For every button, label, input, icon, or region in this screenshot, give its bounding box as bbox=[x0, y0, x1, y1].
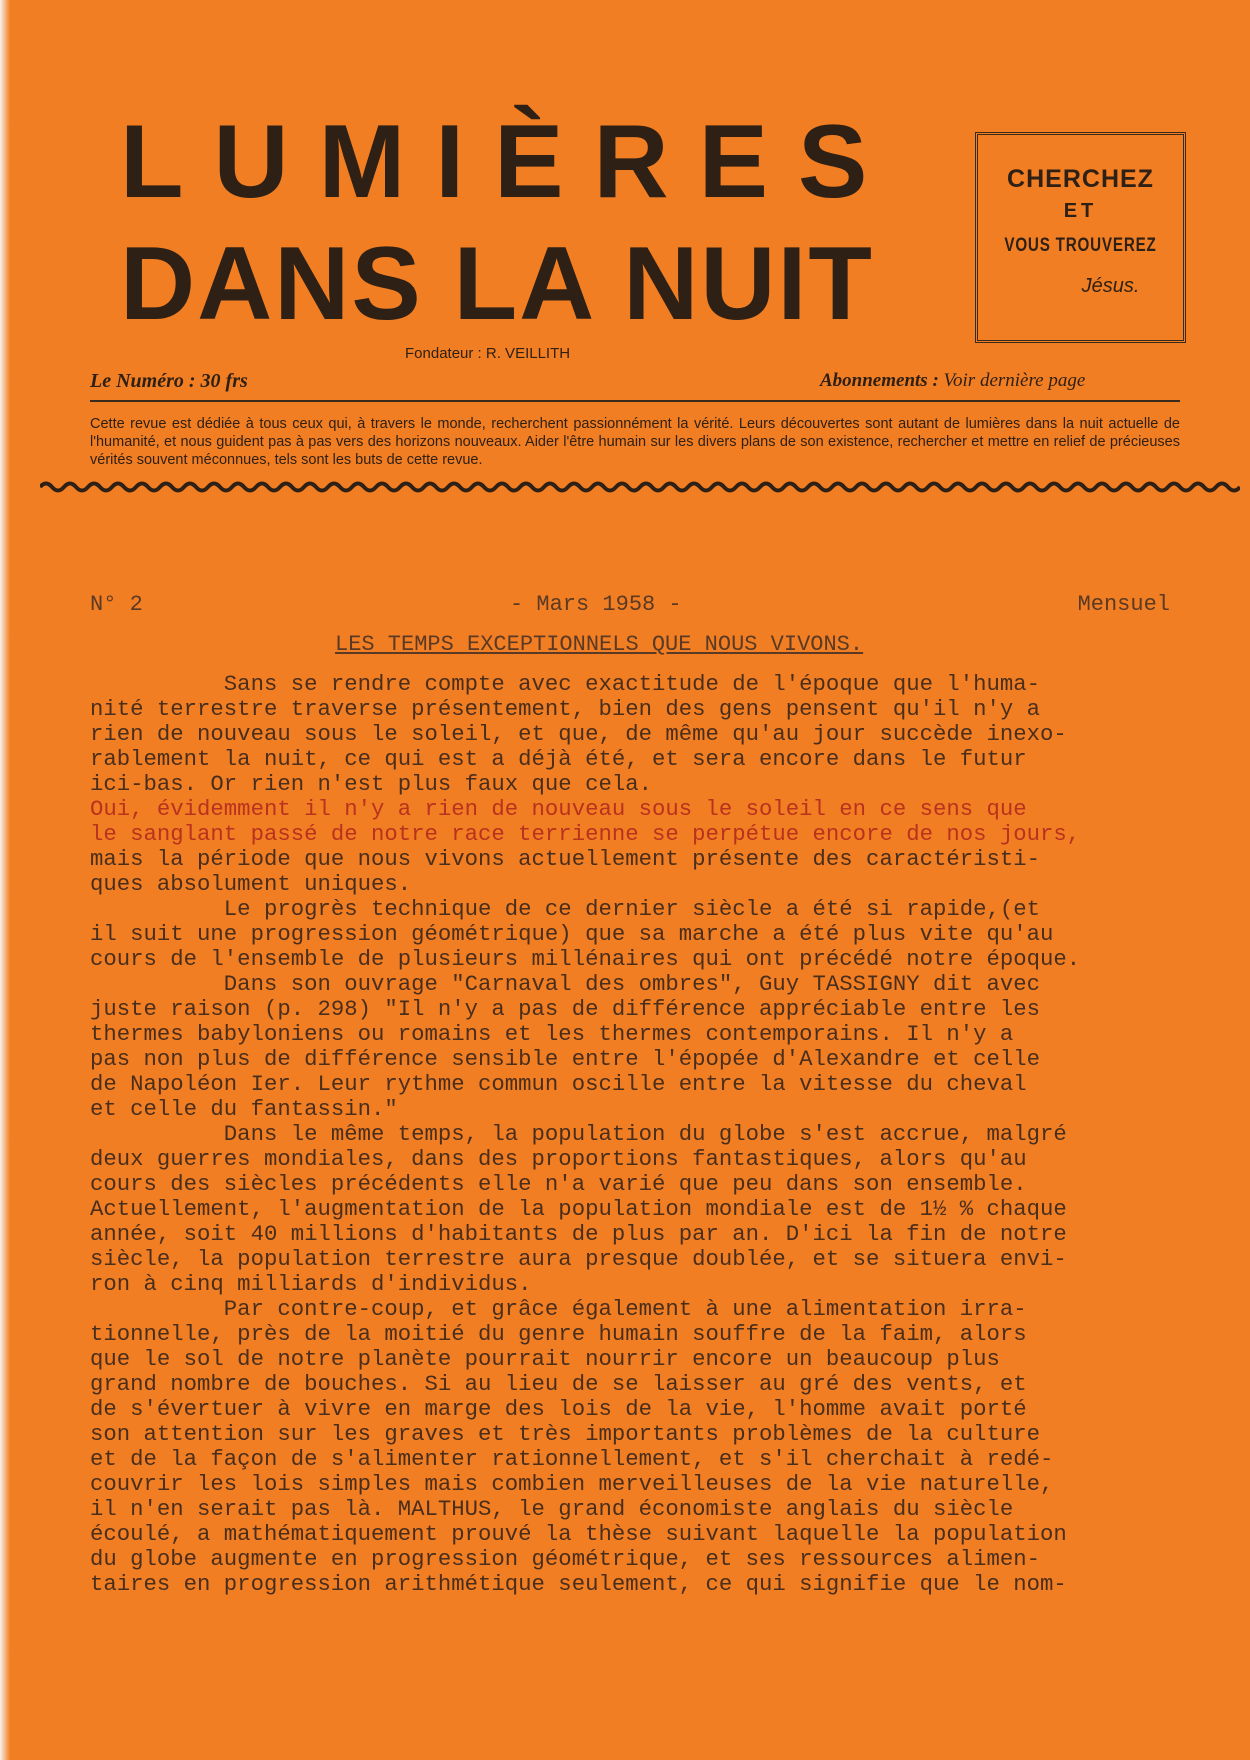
article-line: rablement la nuit, ce qui est a déjà été, et sera encore dans le futur bbox=[90, 747, 1027, 772]
article-line: taires en progression arithmétique seulement, ce qui signifie que le nom- bbox=[90, 1572, 1067, 1597]
motto-box bbox=[975, 132, 1186, 343]
article-line: mais la période que nous vivons actuellement présente des caractéristi- bbox=[90, 847, 1041, 872]
motto-line: CHERCHEZ bbox=[1007, 165, 1154, 193]
article-line: deux guerres mondiales, dans des proportions fantastiques, alors qu'au bbox=[90, 1147, 1027, 1172]
article-line: Par contre-coup, et grâce également à une alimentation irra- bbox=[90, 1297, 1027, 1322]
article-line: cours de l'ensemble de plusieurs millénaires qui ont précédé notre époque. bbox=[90, 947, 1081, 972]
article-line: et de la façon de s'alimenter rationnellement, et s'il cherchait à redé- bbox=[90, 1447, 1054, 1472]
article-line: ici-bas. Or rien n'est plus faux que cela. bbox=[90, 772, 652, 797]
issue-info bbox=[90, 592, 1170, 622]
article-line: nité terrestre traverse présentement, bien des gens pensent qu'il n'y a bbox=[90, 697, 1041, 722]
wavy-divider bbox=[40, 478, 1240, 496]
article-line: Dans le même temps, la population du globe s'est accrue, malgré bbox=[90, 1122, 1067, 1147]
article-line: de s'évertuer à vivre en marge des lois de la vie, l'homme avait porté bbox=[90, 1397, 1027, 1422]
article-line: Le progrès technique de ce dernier siècle a été si rapide,(et bbox=[90, 897, 1041, 922]
motto-line: VOUS TROUVEREZ bbox=[1004, 235, 1157, 256]
article-line: thermes babyloniens ou romains et les thermes contemporains. Il n'y a bbox=[90, 1022, 1014, 1047]
article-line: couvrir les lois simples mais combien merveilleuses de la vie naturelle, bbox=[90, 1472, 1054, 1497]
article-line: Dans son ouvrage "Carnaval des ombres", Guy TASSIGNY dit avec bbox=[90, 972, 1041, 997]
issue-frequency: Mensuel bbox=[1077, 592, 1170, 617]
subscriptions-text: Voir dernière page bbox=[943, 370, 1086, 391]
article-line: ques absolument uniques. bbox=[90, 872, 412, 897]
masthead-title-line2: DANS LA NUIT bbox=[120, 226, 874, 342]
motto-attribution: Jésus. bbox=[1081, 275, 1140, 297]
subscriptions-label: Abonnements : bbox=[820, 370, 939, 391]
article-title: LES TEMPS EXCEPTIONNELS QUE NOUS VIVONS. bbox=[335, 632, 864, 657]
founder-label: Fondateur : bbox=[405, 345, 482, 362]
masthead-title-line1: LUMIÈRES bbox=[120, 104, 898, 220]
article-line: son attention sur les graves et très importants problèmes de la culture bbox=[90, 1422, 1041, 1447]
article-line: Sans se rendre compte avec exactitude de l'époque que l'huma- bbox=[90, 672, 1041, 697]
subscriptions-note bbox=[820, 370, 1085, 392]
article-line: siècle, la population terrestre aura presque doublée, et se situera envi- bbox=[90, 1247, 1067, 1272]
issue-price bbox=[90, 370, 248, 393]
article-line: tionnelle, près de la moitié du genre humain souffre de la faim, alors bbox=[90, 1322, 1027, 1347]
article-line: il suit une progression géométrique) que sa marche a été plus vite qu'au bbox=[90, 922, 1054, 947]
issue-date: - Mars 1958 - bbox=[510, 592, 682, 617]
article-line: écoulé, a mathématiquement prouvé la thèse suivant laquelle la population bbox=[90, 1522, 1067, 1547]
article-line: du globe augmente en progression géométrique, et ses ressources alimen- bbox=[90, 1547, 1041, 1572]
article-line: pas non plus de différence sensible entre l'épopée d'Alexandre et celle bbox=[90, 1047, 1041, 1072]
founder-line bbox=[405, 345, 570, 362]
article-line: Oui, évidemment il n'y a rien de nouveau sous le soleil en ce sens que bbox=[90, 797, 1027, 822]
article-line: le sanglant passé de notre race terrienne se perpétue encore de nos jours, bbox=[90, 822, 1081, 847]
price-label: Le Numéro : bbox=[90, 370, 196, 392]
article-line: il n'en serait pas là. MALTHUS, le grand économiste anglais du siècle bbox=[90, 1497, 1014, 1522]
article-body bbox=[90, 672, 1220, 1597]
dedication-text: Cette revue est dédiée à tous ceux qui, à travers le monde, recherchent passionnément la vérité. Leurs découvertes sont autant de lumières dans la nuit actuelle de l'humanité, et nous guident pas à pas vers des horizons nouveaux. Aider l'être humain sur les divers plans de son existence, rechercher et mettre en relief de précieuses vérités souvent méconnues, tels sont les buts de cette revue. bbox=[90, 416, 1180, 468]
motto-line: ET bbox=[1063, 200, 1098, 222]
article-line: Actuellement, l'augmentation de la population mondiale est de 1½ % chaque bbox=[90, 1197, 1067, 1222]
founder-name: R. VEILLITH bbox=[485, 345, 571, 362]
issue-number: N° 2 bbox=[90, 592, 143, 617]
header-divider bbox=[90, 400, 1180, 402]
article-line: juste raison (p. 298) "Il n'y a pas de différence appréciable entre les bbox=[90, 997, 1041, 1022]
masthead bbox=[120, 104, 920, 342]
paper-edge bbox=[0, 0, 10, 1760]
price-value: 30 frs bbox=[200, 370, 248, 392]
article-line: grand nombre de bouches. Si au lieu de se laisser au gré des vents, et bbox=[90, 1372, 1027, 1397]
article-line: cours des siècles précédents elle n'a varié que peu dans son ensemble. bbox=[90, 1172, 1027, 1197]
article-line: de Napoléon Ier. Leur rythme commun oscille entre la vitesse du cheval bbox=[90, 1072, 1027, 1097]
article-line: que le sol de notre planète pourrait nourrir encore un beaucoup plus bbox=[90, 1347, 1000, 1372]
article-line: ron à cinq milliards d'individus. bbox=[90, 1272, 532, 1297]
article-line: année, soit 40 millions d'habitants de plus par an. D'ici la fin de notre bbox=[90, 1222, 1067, 1247]
article-line: rien de nouveau sous le soleil, et que, de même qu'au jour succède inexo- bbox=[90, 722, 1067, 747]
article-line: et celle du fantassin." bbox=[90, 1097, 398, 1122]
